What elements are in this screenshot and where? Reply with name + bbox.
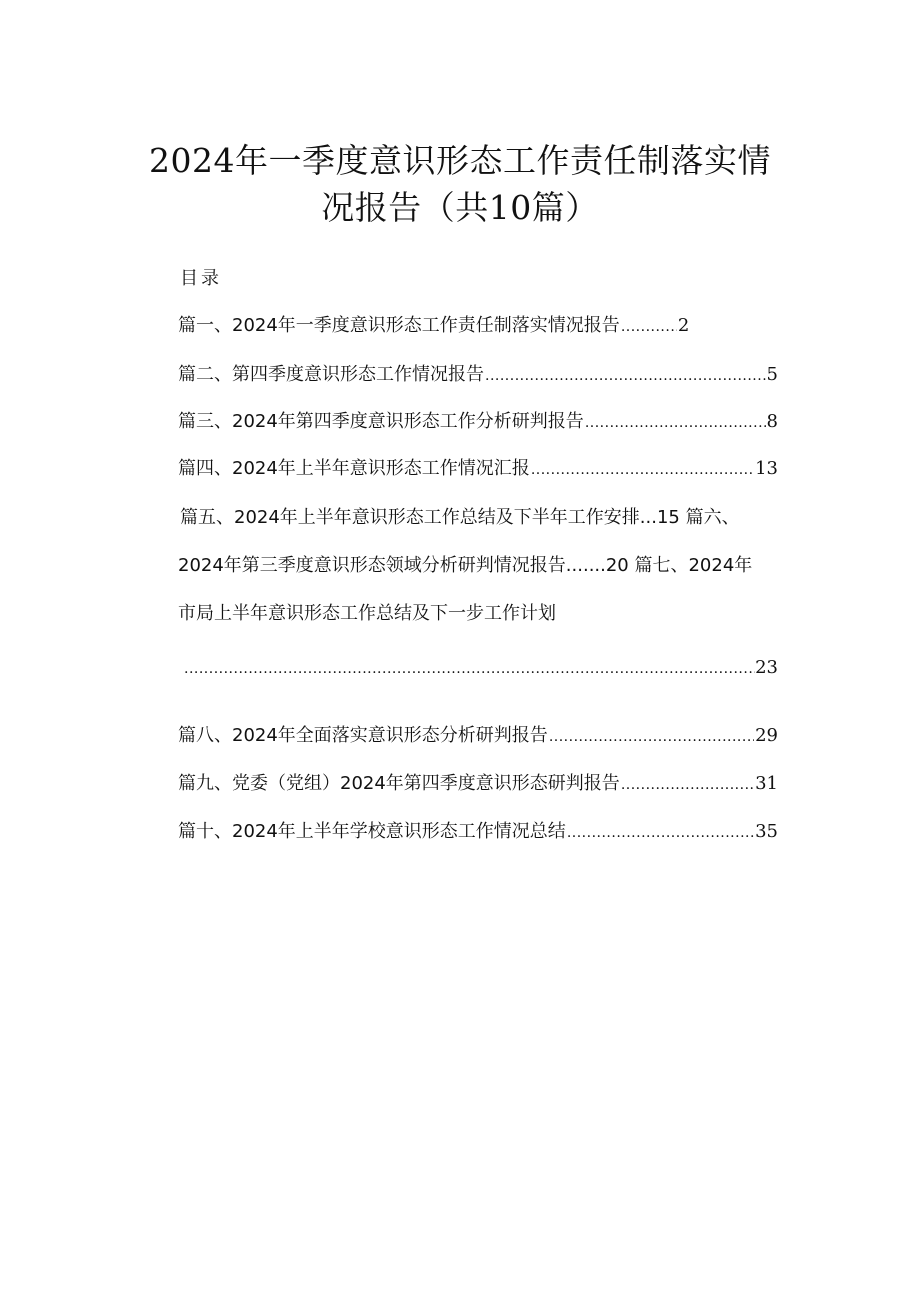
toc-page-number: 8 (766, 411, 778, 432)
toc-page-number: 5 (766, 364, 778, 385)
document-title-line-1: 2024年一季度意识形态工作责任制落实情 (149, 141, 771, 180)
toc-page-number: 35 (755, 821, 778, 842)
toc-dot-leader (621, 315, 677, 339)
toc-heading: 目录 (180, 268, 222, 289)
toc-wrapped-line-3[interactable]: 市局上半年意识形态工作总结及下一步工作计划 (178, 603, 556, 624)
toc-page-number: 23 (755, 657, 778, 678)
toc-page-number: 13 (755, 458, 778, 479)
toc-entry-10[interactable] (178, 820, 778, 845)
toc-dot-leader (621, 773, 754, 797)
toc-dot-leader (567, 821, 754, 845)
toc-dot-leader (485, 364, 766, 388)
toc-entry-text: 篇一、2024年一季度意识形态工作责任制落实情况报告 (178, 315, 620, 336)
toc-entry-text: 篇十、2024年上半年学校意识形态工作情况总结 (178, 821, 566, 842)
toc-entry-text: 篇九、党委（党组）2024年第四季度意识形态研判报告 (178, 773, 620, 794)
toc-dot-leader (585, 411, 766, 435)
toc-entry-text: 篇二、第四季度意识形态工作情况报告 (178, 364, 484, 385)
toc-dot-leader (549, 725, 754, 749)
toc-page-number: 31 (755, 773, 778, 794)
toc-entry-2[interactable] (178, 363, 778, 388)
toc-wrapped-line-2[interactable]: 2024年第三季度意识形态领域分析研判情况报告.......20 篇七、2024年 (178, 555, 753, 576)
toc-entry-9[interactable] (178, 772, 778, 797)
toc-entry-3[interactable] (178, 410, 778, 435)
toc-entry-text: 篇八、2024年全面落实意识形态分析研判报告 (178, 725, 548, 746)
toc-entry-4[interactable] (178, 457, 778, 482)
toc-entry-text: 篇四、2024年上半年意识形态工作情况汇报 (178, 458, 530, 479)
toc-entry-8[interactable] (178, 724, 778, 749)
toc-page-number: 2 (677, 315, 690, 336)
toc-entry-1[interactable] (178, 314, 778, 339)
toc-wrapped-leader-line (184, 656, 778, 681)
toc-entry-text: 篇三、2024年第四季度意识形态工作分析研判报告 (178, 411, 584, 432)
document-title-line-2: 况报告（共10篇） (321, 188, 599, 227)
toc-page-number: 29 (755, 725, 778, 746)
toc-wrapped-line-1[interactable]: 篇五、2024年上半年意识形态工作总结及下半年工作安排...15 篇六、 (180, 507, 740, 528)
toc-dot-leader (184, 657, 755, 681)
toc-dot-leader (531, 458, 754, 482)
